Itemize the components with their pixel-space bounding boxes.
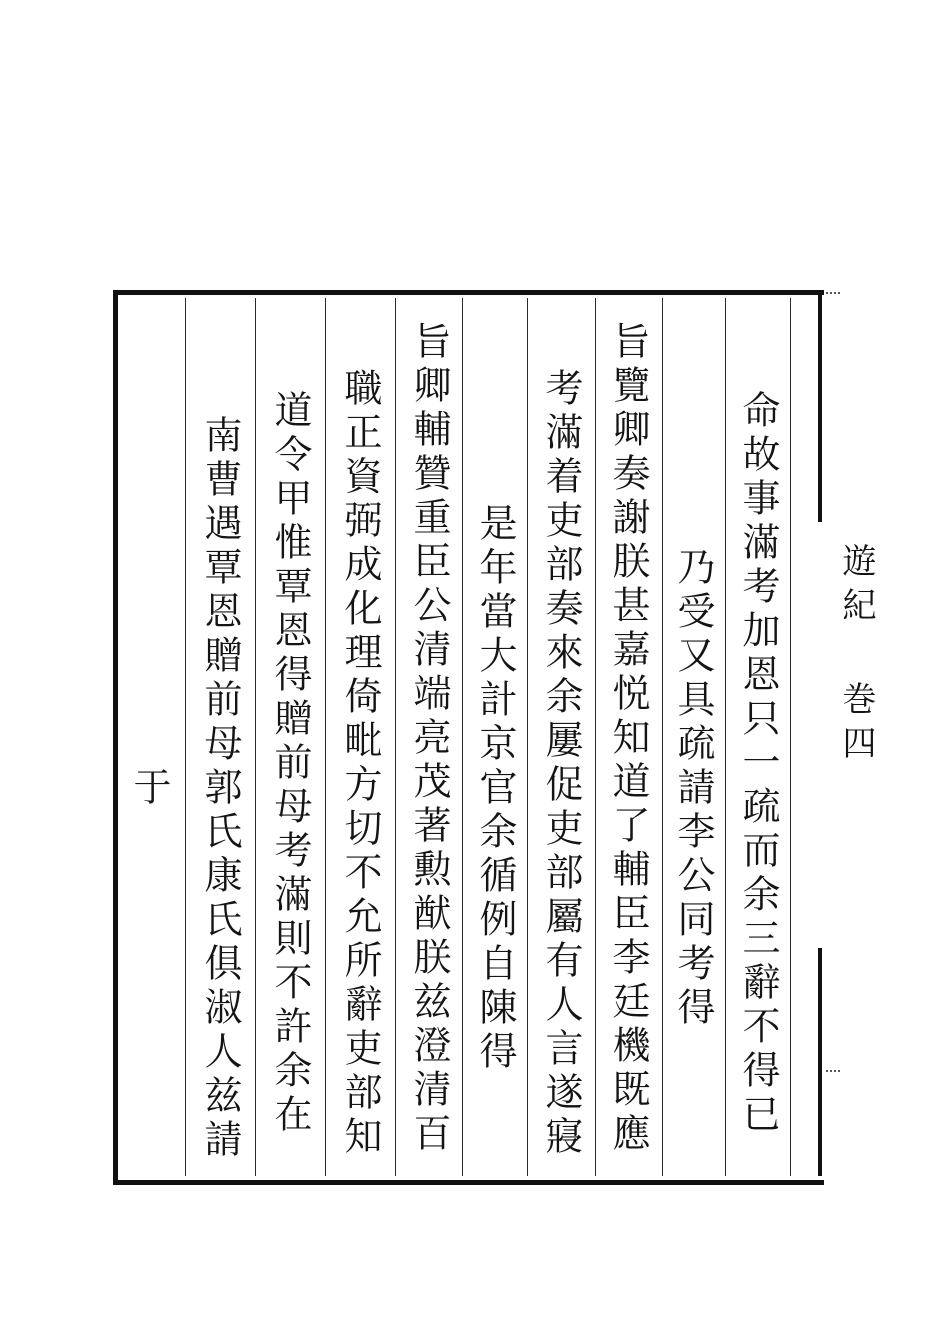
margin-dots: [826, 1070, 840, 1086]
margin-label: 遊紀 巻四: [836, 543, 876, 769]
column-text: 乃受又具疏請李公同考得: [671, 546, 715, 1031]
text-column-4: [536, 300, 586, 1172]
column-rule: [462, 298, 463, 1176]
column-text: 旨卿輔贊重臣公清端亮茂著勲猷朕兹澄清百: [407, 321, 451, 1157]
column-rule: [790, 298, 791, 1176]
text-column-6: [404, 300, 454, 1172]
text-column-5: [470, 300, 520, 1172]
column-text: 道令甲惟覃恩得贈前母考滿則不許余在: [268, 389, 312, 1138]
text-column-9: [195, 300, 245, 1172]
column-rule: [395, 298, 396, 1176]
fishtail-rule-bottom: [818, 948, 822, 1176]
column-text: 命故事滿考加恩只一疏而余三辭不得已: [736, 389, 780, 1138]
column-rule: [527, 298, 528, 1176]
column-text: 旨覽卿奏謝朕甚嘉悦知道了輔臣李廷機既應: [606, 321, 650, 1157]
text-column-2: [668, 300, 718, 1172]
column-rule: [595, 298, 596, 1176]
text-column-3: [603, 300, 653, 1172]
column-rule: [725, 298, 726, 1176]
column-text: 南曹遇覃恩贈前母郭氏康氏俱淑人兹請: [198, 414, 242, 1163]
column-text: 考滿着吏部奏來余屢促吏部屬有人言遂寢: [539, 367, 583, 1160]
column-rule: [255, 298, 256, 1176]
text-column-1: [733, 300, 783, 1172]
text-column-8: [265, 300, 315, 1172]
text-column-7: [335, 300, 385, 1172]
text-column-10: [124, 300, 174, 1172]
column-text: 是年當大計京官余循例自陳得: [473, 502, 517, 1075]
column-text: 于: [127, 766, 171, 811]
fishtail-rule-top: [818, 290, 822, 522]
column-rule: [185, 298, 186, 1176]
column-rule: [325, 298, 326, 1176]
column-rule: [662, 298, 663, 1176]
column-text: 職正資弼成化理倚毗方切不允所辭吏部知: [338, 367, 382, 1160]
margin-dots: [826, 292, 840, 308]
